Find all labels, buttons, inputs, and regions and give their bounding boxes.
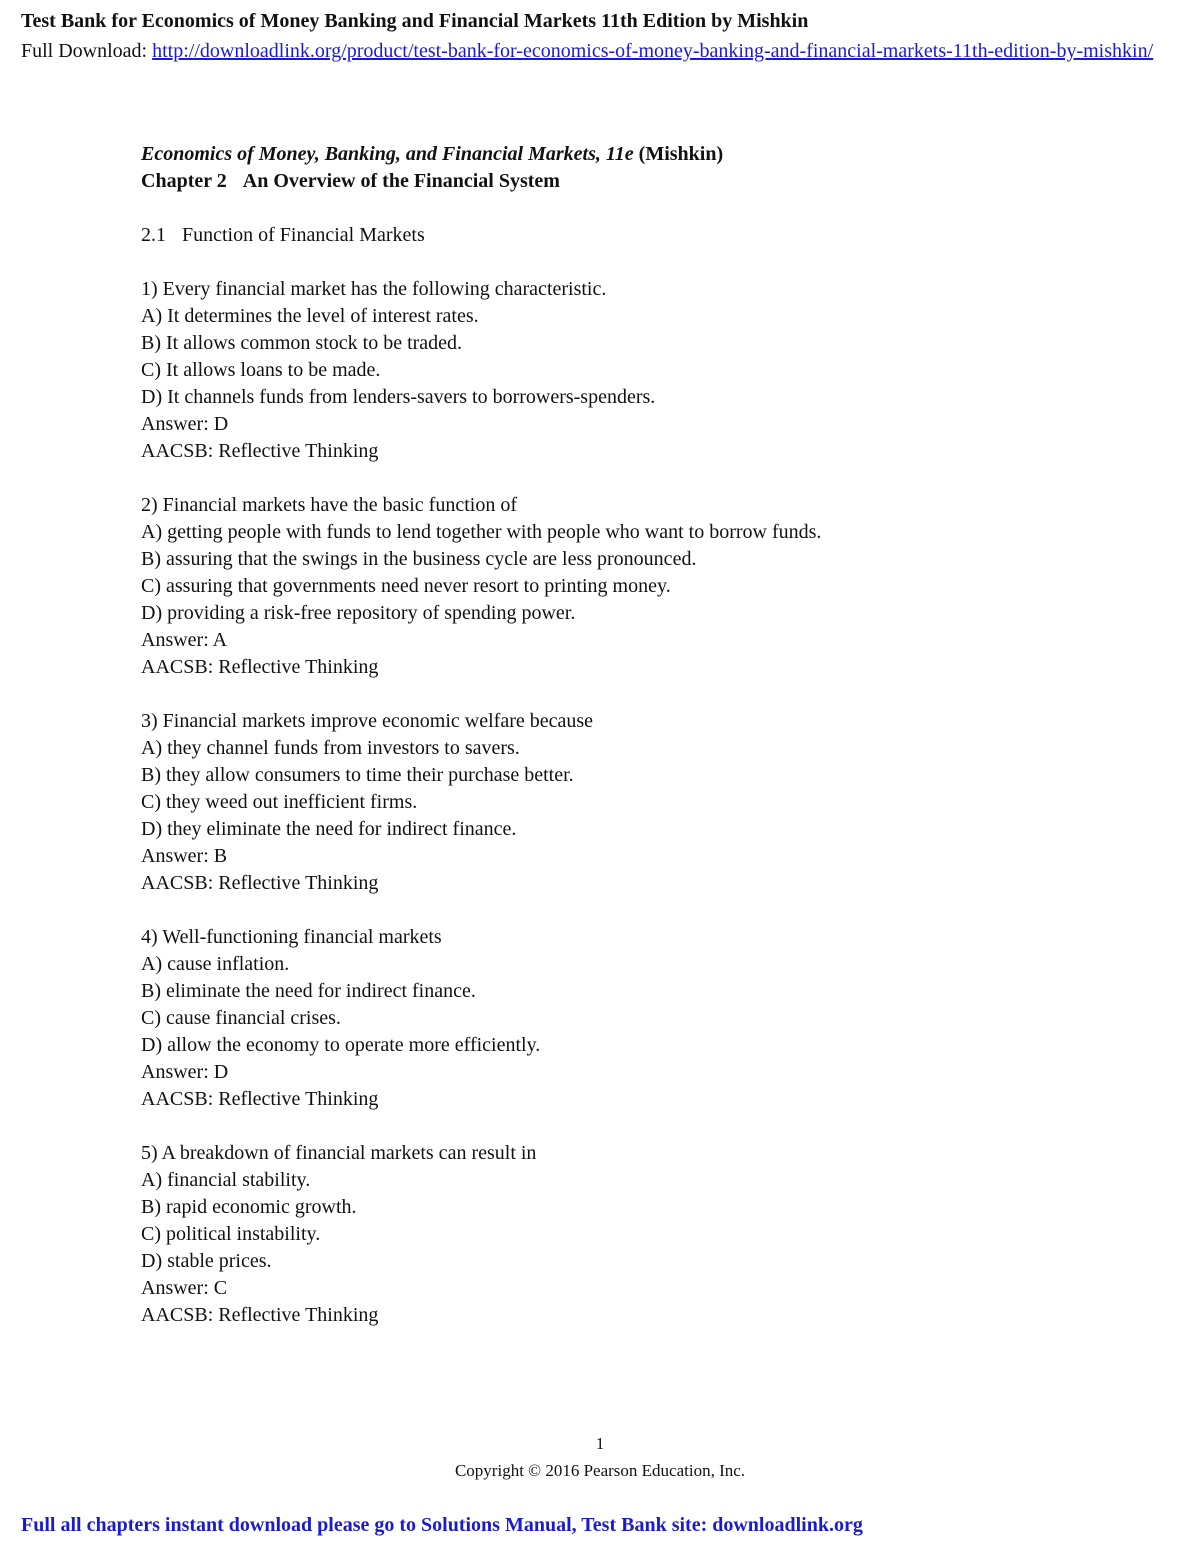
page-number: 1 — [595, 1434, 605, 1453]
section-heading — [141, 222, 1141, 249]
question-block — [141, 276, 1141, 465]
book-title-line — [141, 141, 1141, 168]
answer-option: B) It allows common stock to be traded. — [141, 332, 463, 354]
question-stem: 3) Financial markets improve economic welfare because — [141, 710, 594, 732]
question-block — [141, 1140, 1141, 1329]
answer-option: B) they allow consumers to time their purchase better. — [141, 764, 574, 786]
question-stem: 2) Financial markets have the basic function of — [141, 494, 517, 516]
document-body — [141, 141, 1141, 1329]
answer-option: C) assuring that governments need never resort to printing money. — [141, 575, 671, 597]
answer-option: C) cause financial crises. — [141, 1007, 341, 1029]
download-label: Full Download: — [21, 40, 153, 62]
aacsb-tag: AACSB: Reflective Thinking — [141, 656, 379, 678]
answer-option: D) It channels funds from lenders-savers to borrowers-spenders. — [141, 386, 656, 408]
answer-option: A) It determines the level of interest rates. — [141, 305, 479, 327]
question-block — [141, 924, 1141, 1113]
banner-title: Test Bank for Economics of Money Banking and Financial Markets 11th Edition by Mishkin — [21, 10, 809, 32]
aacsb-tag: AACSB: Reflective Thinking — [141, 1304, 379, 1326]
aacsb-tag: AACSB: Reflective Thinking — [141, 1088, 379, 1110]
answer-option: B) eliminate the need for indirect finance. — [141, 980, 476, 1002]
answer-key: Answer: D — [141, 413, 229, 435]
answer-key: Answer: D — [141, 1061, 229, 1083]
answer-option: B) rapid economic growth. — [141, 1196, 357, 1218]
answer-option: D) they eliminate the need for indirect finance. — [141, 818, 517, 840]
copyright-notice: Copyright © 2016 Pearson Education, Inc. — [454, 1461, 746, 1480]
answer-option: A) getting people with funds to lend together with people who want to borrow funds. — [141, 521, 822, 543]
question-stem: 4) Well-functioning financial markets — [141, 926, 442, 948]
question-list — [141, 276, 1141, 1329]
question-stem: 5) A breakdown of financial markets can result in — [141, 1142, 537, 1164]
answer-key: Answer: B — [141, 845, 228, 867]
banner-download-line — [21, 40, 1200, 63]
question-block — [141, 708, 1141, 897]
answer-option: D) stable prices. — [141, 1250, 272, 1272]
answer-key: Answer: C — [141, 1277, 228, 1299]
book-author: (Mishkin) — [633, 143, 724, 165]
footer-promo: Full all chapters instant download please go to Solutions Manual, Test Bank site: downloadlink.org — [21, 1514, 863, 1536]
answer-option: C) political instability. — [141, 1223, 321, 1245]
answer-option: A) they channel funds from investors to savers. — [141, 737, 520, 759]
answer-option: A) financial stability. — [141, 1169, 311, 1191]
answer-option: C) they weed out inefficient firms. — [141, 791, 418, 813]
section-number: 2.1 — [141, 224, 166, 246]
chapter-heading — [141, 168, 1141, 195]
question-stem: 1) Every financial market has the following characteristic. — [141, 278, 607, 300]
book-title: Economics of Money, Banking, and Financial Markets, 11e — [141, 143, 634, 165]
answer-option: D) providing a risk-free repository of spending power. — [141, 602, 576, 624]
download-link[interactable]: http://downloadlink.org/product/test-bank-for-economics-of-money-banking-and-financial-markets-11th-edition-by-mishkin/ — [152, 40, 1154, 62]
aacsb-tag: AACSB: Reflective Thinking — [141, 440, 379, 462]
section-title: Function of Financial Markets — [182, 224, 425, 246]
chapter-title: An Overview of the Financial System — [242, 170, 560, 192]
aacsb-tag: AACSB: Reflective Thinking — [141, 872, 379, 894]
answer-option: C) It allows loans to be made. — [141, 359, 381, 381]
answer-option: D) allow the economy to operate more efficiently. — [141, 1034, 541, 1056]
question-block — [141, 492, 1141, 681]
answer-key: Answer: A — [141, 629, 228, 651]
answer-option: A) cause inflation. — [141, 953, 290, 975]
answer-option: B) assuring that the swings in the business cycle are less pronounced. — [141, 548, 697, 570]
chapter-number: Chapter 2 — [141, 170, 227, 192]
